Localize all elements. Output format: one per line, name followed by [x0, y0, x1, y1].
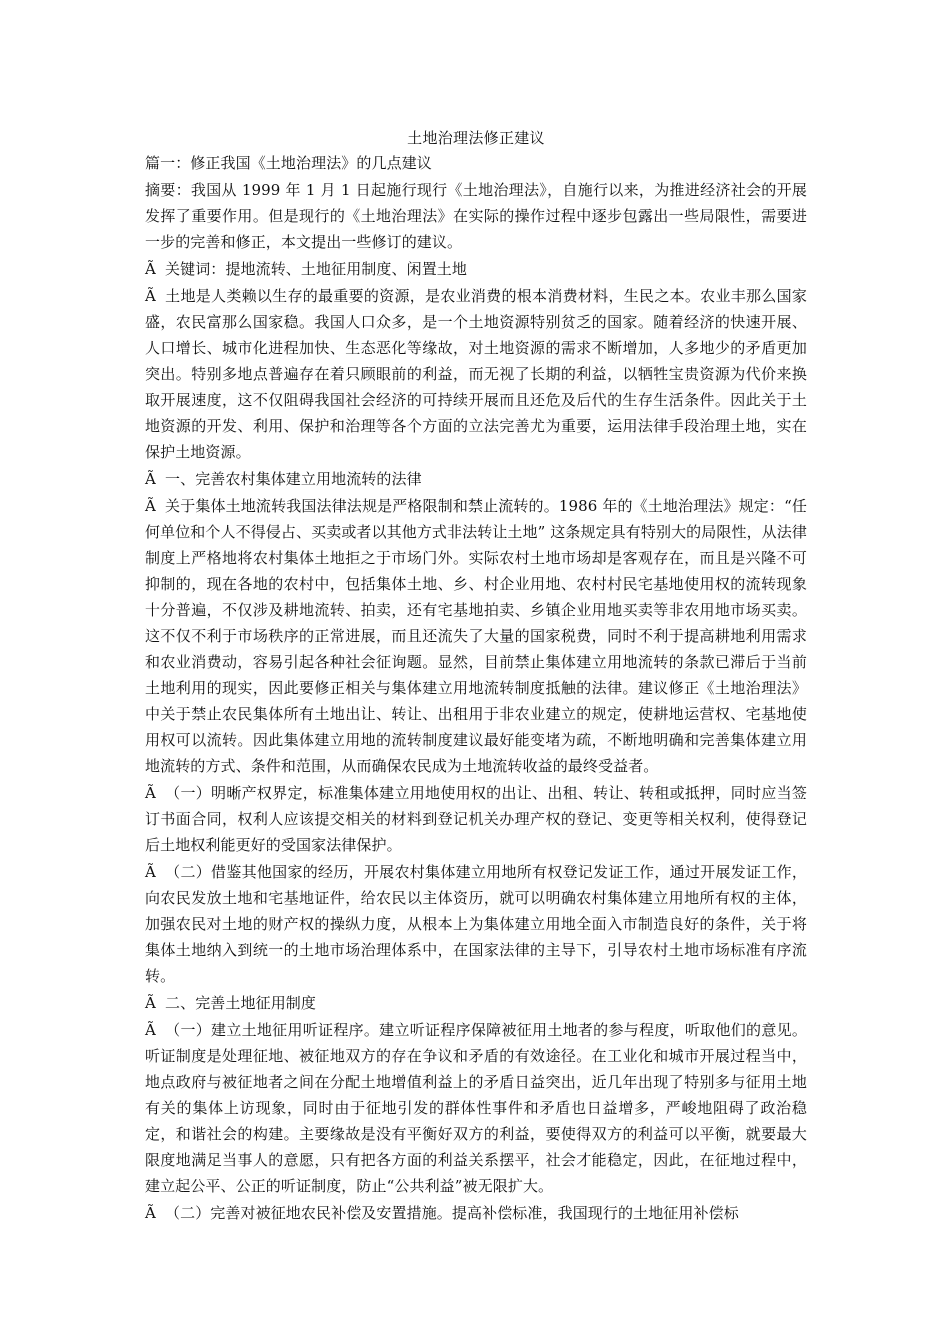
body-paragraph: [145, 1200, 807, 1226]
document-title: 土地治理法修正建议: [407, 129, 545, 147]
document-page: [145, 127, 807, 1227]
paragraph-text: 土地是人类赖以生存的最重要的资源，是农业消费的根本消费材料，生民之本。农业丰那么国家盛，农民富那么国家稳。我国人口众多，是一个土地资源特别贫乏的国家。随着经济的快速开展、人口增长、城市化进程加快、生态恶化等缘故，对土地资源的需求不断增加，人多地少的矛盾更加突出。特别多地点普遍存在着只顾眼前的利益，而无视了长期的利益，以牺牲宝贵资源为代价来换取开展速度，这不仅阻碍我国社会经济的可持续开展而且还危及后代的生存生活条件。因此关于土地资源的开发、利用、保护和治理等各个方面的立法完善尤为重要，运用法律手段治理土地，实在保护土地资源。: [145, 287, 807, 461]
keywords-paragraph: [145, 256, 807, 282]
document-subtitle: 篇一：修正我国《土地治理法》的几点建议: [145, 154, 432, 172]
paragraph-marker: Ã: [145, 287, 156, 305]
paragraph-text: （二）完善对被征地农民补偿及安置措施。提高补偿标准，我国现行的土地征用补偿标: [165, 1204, 739, 1222]
body-paragraph: [145, 493, 807, 779]
abstract-paragraph: [145, 177, 807, 255]
paragraph-text: （一）明晰产权界定，标准集体建立用地使用权的出让、出租、转让、转租或抵押，同时应当签订书面合同，权利人应该提交相关的材料到登记机关办理产权的登记、变更等相关权利，使得登记后土地权利能更好的受国家法律保护。: [145, 784, 807, 854]
paragraph-marker: Ã: [145, 784, 156, 802]
intro-paragraph: [145, 283, 807, 465]
paragraph-text: 关于集体土地流转我国法律法规是严格限制和禁止流转的。1986 年的《土地治理法》规定：“任何单位和个人不得侵占、买卖或者以其他方式非法转让土地” 这条规定具有特别大的局限性，从法律制度上严格地将农村集体土地拒之于市场门外。实际农村土地市场却是客观存在，而且是兴隆不可抑制的，现在各地的农村中，包括集体土地、乡、村企业用地、农村村民宅基地使用权的流转现象十分普遍，不仅涉及耕地流转、拍卖，还有宅基地拍卖、乡镇企业用地买卖等非农用地市场买卖。这不仅不利于市场秩序的正常进展，而且还流失了大量的国家税费，同时不利于提高耕地利用需求和农业消费动，容易引起各种社会征询题。显然，目前禁止集体建立用地流转的条款已滞后于当前土地利用的现实，因此要修正相关与集体建立用地流转制度抵触的法律。建议修正《土地治理法》中关于禁止农民集体所有土地出让、转让、出租用于非农业建立的规定，使耕地运营权、宅基地使用权可以流转。因此集体建立用地的流转制度建议最好能变堵为疏，不断地明确和完善集体建立用地流转的方式、条件和范围，从而确保农民成为土地流转收益的最终受益者。: [145, 497, 807, 775]
paragraph-marker: Ã: [145, 1021, 156, 1039]
paragraph-marker: Ã: [145, 470, 156, 488]
paragraph-text: （二）借鉴其他国家的经历，开展农村集体建立用地所有权登记发证工作，通过开展发证工作，向农民发放土地和宅基地证件，给农民以主体资历，就可以明确农村集体建立用地所有权的主体，加强农民对土地的财产权的操纵力度，从根本上为集体建立用地全面入市制造良好的条件，关于将集体土地纳入到统一的土地市场治理体系中，在国家法律的主导下，引导农村土地市场标准有序流转。: [145, 863, 807, 985]
body-paragraph: [145, 780, 807, 858]
paragraph-marker: Ã: [145, 260, 156, 278]
section-heading-1: [145, 466, 807, 492]
paragraph-marker: Ã: [145, 994, 156, 1012]
paragraph-text: （一）建立土地征用听证程序。建立听证程序保障被征用土地者的参与程度，听取他们的意见。听证制度是处理征地、被征地双方的存在争议和矛盾的有效途径。在工业化和城市开展过程当中，地点政府与被征地者之间在分配土地增值利益上的矛盾日益突出，近几年出现了特别多与征用土地有关的集体上访现象，同时由于征地引发的群体性事件和矛盾也日益增多，严峻地阻碍了政治稳定，和谐社会的构建。主要缘故是没有平衡好双方的利益，要使得双方的利益可以平衡，就要最大限度地满足当事人的意愿，只有把各方面的利益关系摆平，社会才能稳定，因此，在征地过程中，建立起公平、公正的听证制度，防止“公共利益”被无限扩大。: [145, 1021, 807, 1195]
paragraph-marker: Ã: [145, 1204, 156, 1222]
paragraph-marker: Ã: [145, 497, 156, 515]
paragraph-text: 关键词：提地流转、土地征用制度、闲置土地: [165, 260, 468, 278]
body-paragraph: [145, 1017, 807, 1199]
body-paragraph: [145, 859, 807, 989]
paragraph-text: 摘要：我国从 1999 年 1 月 1 日起施行现行《土地治理法》，自施行以来，为推进经济社会的开展发挥了重要作用。但是现行的《土地治理法》在实际的操作过程中逐步包露出一些局限性，需要进一步的完善和修正，本文提出一些修订的建议。: [145, 181, 807, 251]
paragraph-text: 二、完善土地征用制度: [165, 994, 317, 1012]
paragraph-marker: Ã: [145, 863, 156, 881]
section-heading-2: [145, 990, 807, 1016]
paragraph-text: 一、完善农村集体建立用地流转的法律: [165, 470, 422, 488]
